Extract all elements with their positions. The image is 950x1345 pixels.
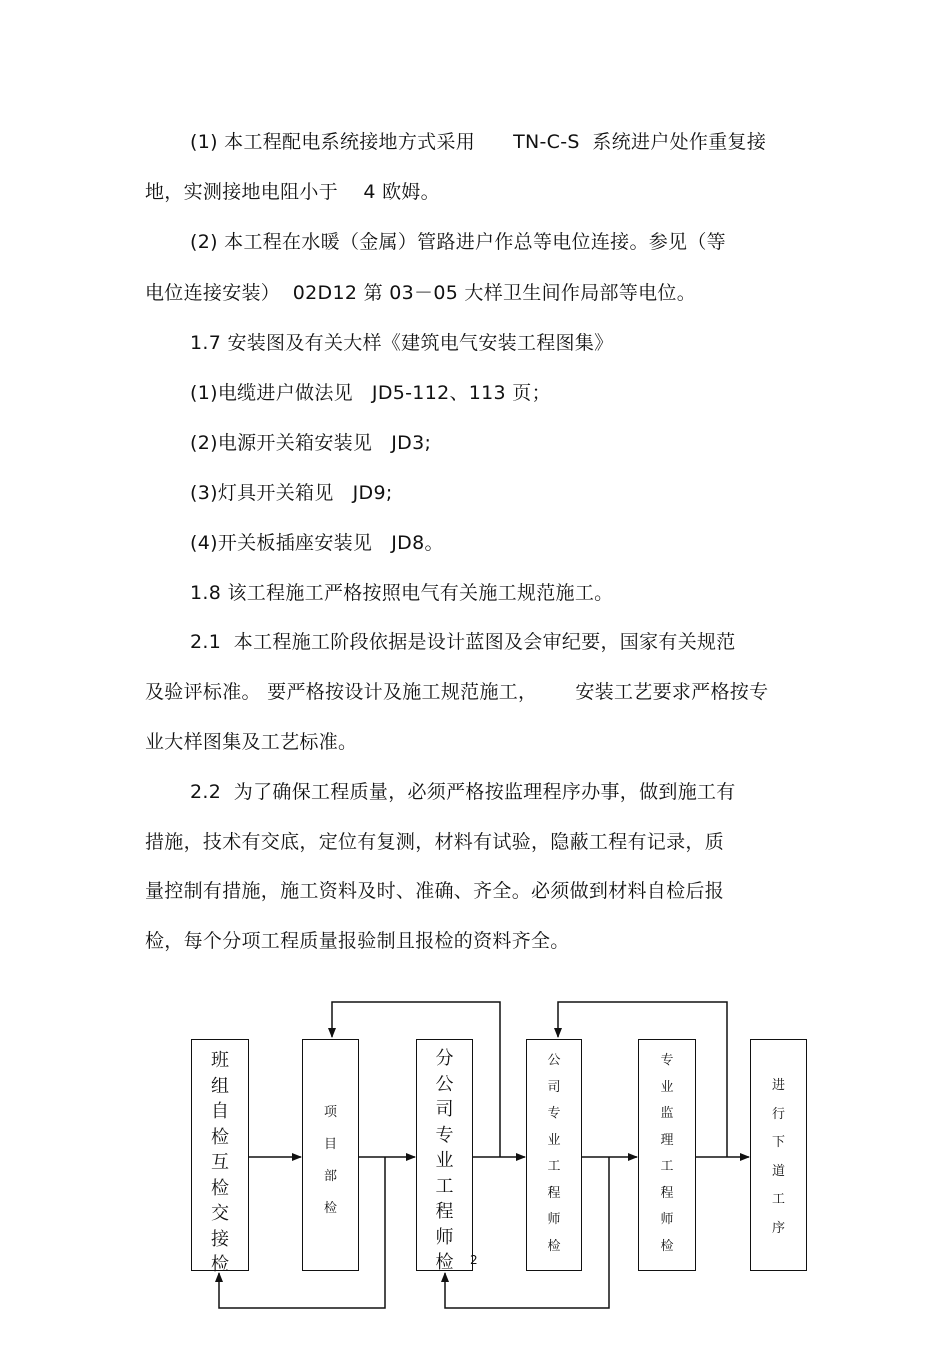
flow-box-next-process: 进 行 下 道 工 序 <box>750 1039 807 1271</box>
paragraph-line: 措施，技术有交底，定位有复测，材料有试验，隐蔽工程有记录，质 <box>145 831 725 853</box>
paragraph-line: 1.7 安装图及有关大样《建筑电气安装工程图集》 <box>190 332 614 354</box>
flow-box-supervising-engineer-check: 专 业 监 理 工 程 师 检 <box>638 1039 696 1271</box>
paragraph-line: 2.2 为了确保工程质量，必须严格按监理程序办事，做到施工有 <box>190 781 736 803</box>
paragraph-line: (2) 本工程在水暖（金属）管路进户作总等电位连接。参见（等 <box>190 231 726 253</box>
flow-box-branch-engineer-check: 分 公 司 专 业 工 程 师 检 <box>416 1039 473 1271</box>
flow-box-project-dept-check: 项 目 部 检 <box>302 1039 359 1271</box>
paragraph-line: 及验评标准。 要严格按设计及施工规范施工， 安装工艺要求严格按专 <box>145 681 769 703</box>
flow-box-company-engineer-check: 公 司 专 业 工 程 师 检 <box>526 1039 582 1271</box>
paragraph-line: (3)灯具开关箱见 JD9; <box>190 482 393 504</box>
paragraph-line: 量控制有措施，施工资料及时、准确、齐全。必须做到材料自检后报 <box>145 880 725 902</box>
page-number: 2 <box>470 1253 478 1267</box>
flow-box-team-self-check: 班 组 自 检 互 检 交 接 检 <box>191 1039 249 1271</box>
paragraph-line: 业大样图集及工艺标准。 <box>145 731 358 753</box>
paragraph-line: (1)电缆进户做法见 JD5-112、113 页； <box>190 382 551 404</box>
paragraph-line: 1.8 该工程施工严格按照电气有关施工规范施工。 <box>190 582 614 604</box>
paragraph-line: 检，每个分项工程质量报验制且报检的资料齐全。 <box>145 930 570 952</box>
paragraph-line: (4)开关板插座安装见 JD8。 <box>190 532 444 554</box>
paragraph-line: (2)电源开关箱安装见 JD3; <box>190 432 432 454</box>
paragraph-line: 电位连接安装） 02D12 第 03－05 大样卫生间作局部等电位。 <box>145 282 697 304</box>
paragraph-line: (1) 本工程配电系统接地方式采用 TN-C-S 系统进户处作重复接 <box>190 131 767 153</box>
paragraph-line: 地，实测接地电阻小于 4 欧姆。 <box>145 181 440 203</box>
paragraph-line: 2.1 本工程施工阶段依据是设计蓝图及会审纪要，国家有关规范 <box>190 631 736 653</box>
